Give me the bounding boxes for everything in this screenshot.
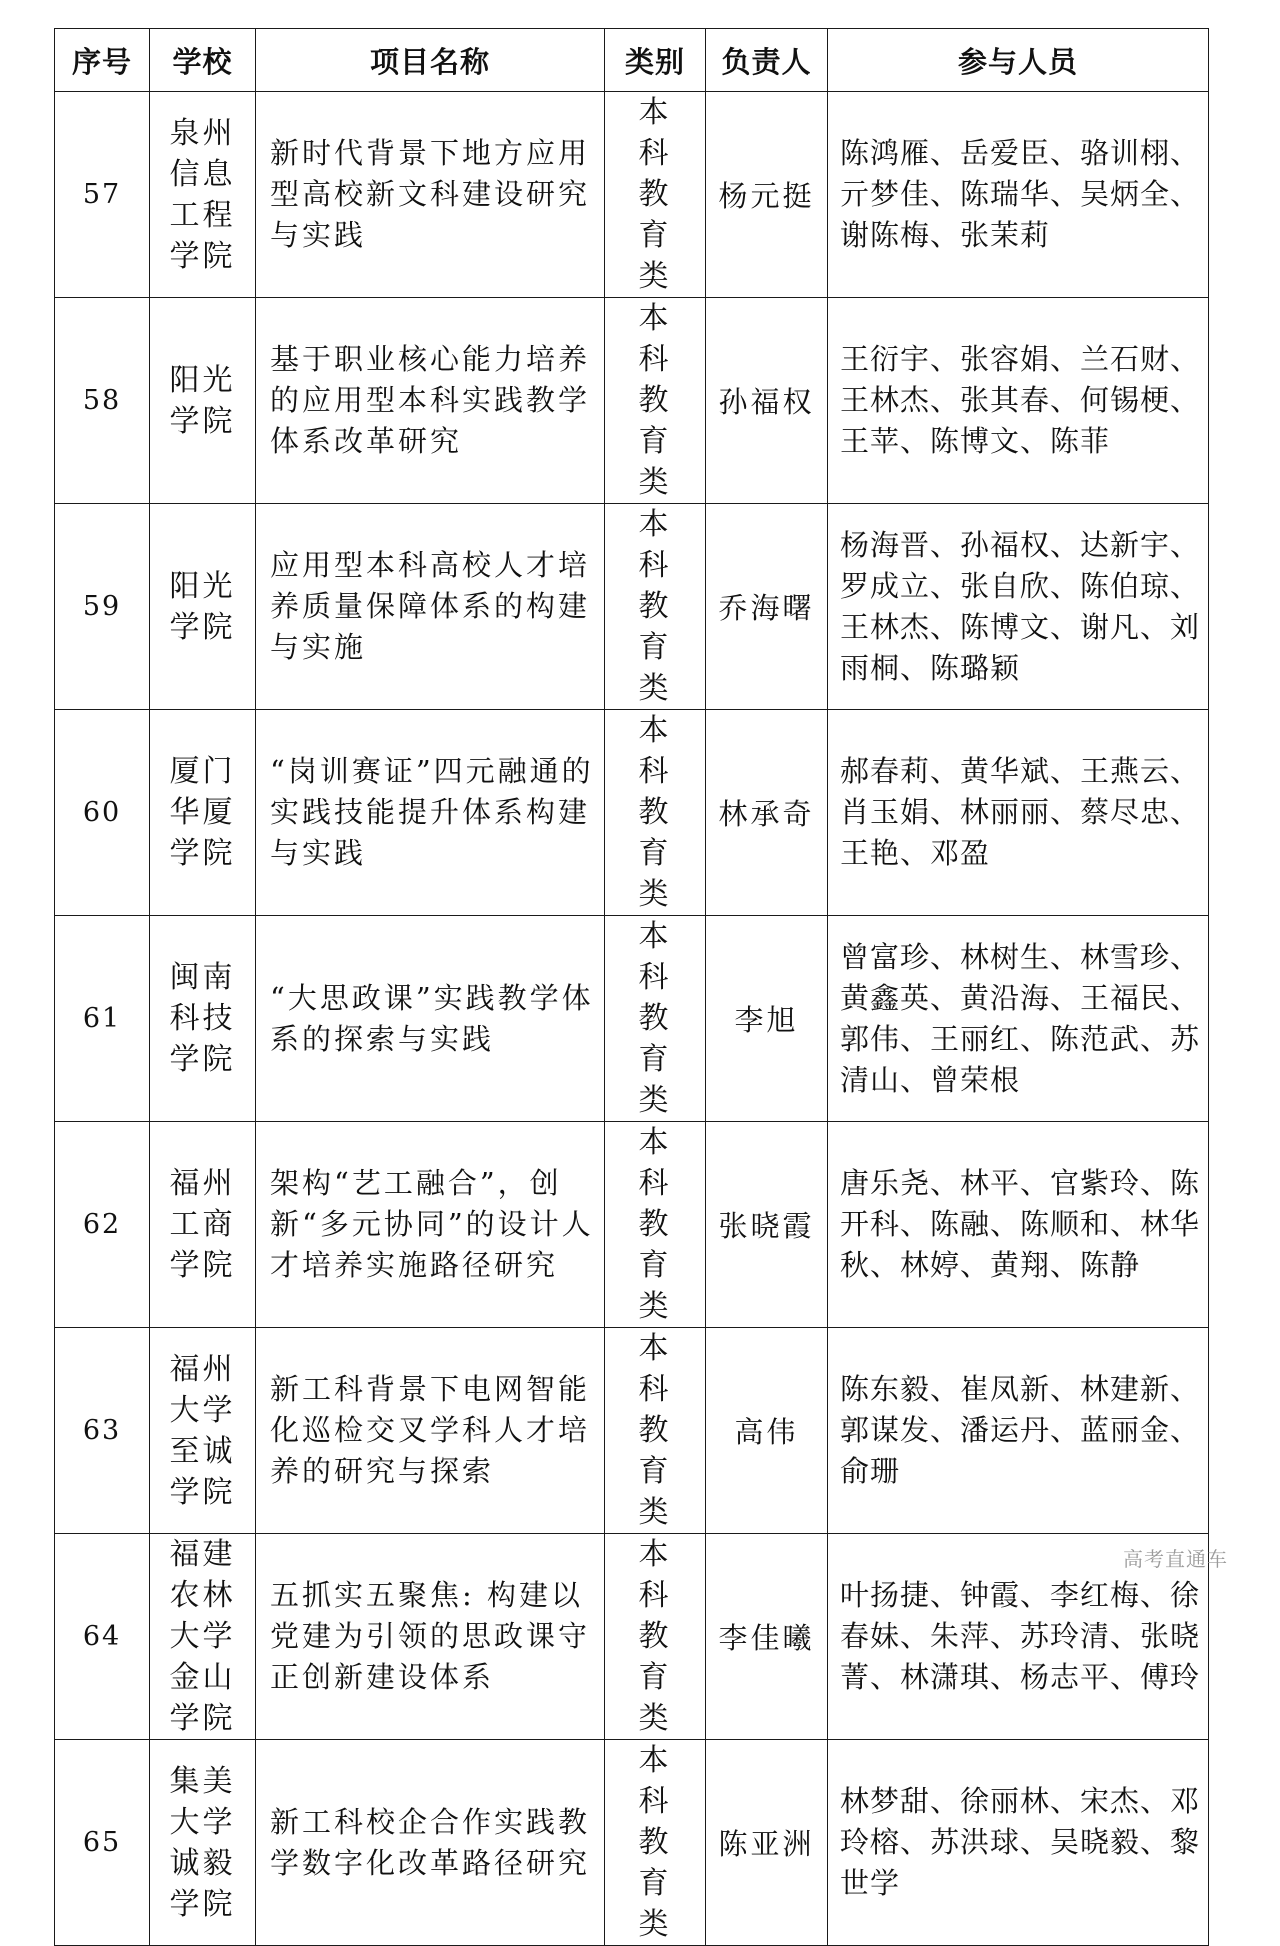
cell-school	[150, 1740, 256, 1946]
cell-leader: 乔海曙	[706, 504, 828, 710]
project-table	[54, 28, 1209, 1946]
cell-no: 62	[55, 1122, 150, 1328]
table-row	[55, 92, 1209, 298]
cell-category	[605, 1122, 706, 1328]
cell-school-text: 阳光学院	[169, 362, 236, 439]
cell-project: 新工科校企合作实践教学数字化改革路径研究	[256, 1740, 605, 1946]
cell-no: 59	[55, 504, 150, 710]
cell-school-text: 闽南科技学院	[169, 960, 236, 1077]
cell-no: 65	[55, 1740, 150, 1946]
cell-school	[150, 1328, 256, 1534]
cell-category	[605, 1328, 706, 1534]
cell-leader: 孙福权	[706, 298, 828, 504]
table-row	[55, 916, 1209, 1122]
cell-project: 基于职业核心能力培养的应用型本科实践教学体系改革研究	[256, 298, 605, 504]
cell-project: 应用型本科高校人才培养质量保障体系的构建与实施	[256, 504, 605, 710]
table-row	[55, 710, 1209, 916]
header-leader: 负责人	[706, 29, 828, 92]
cell-category-text: 本科教育类	[638, 1331, 672, 1530]
cell-no: 60	[55, 710, 150, 916]
cell-no: 57	[55, 92, 150, 298]
header-project: 项目名称	[256, 29, 605, 92]
cell-members: 林梦甜、徐丽林、宋杰、邓玲榕、苏洪球、吴晓毅、黎世学	[828, 1740, 1209, 1946]
cell-members: 郝春莉、黄华斌、王燕云、肖玉娟、林丽丽、蔡尽忠、王艳、邓盈	[828, 710, 1209, 916]
table-row	[55, 1328, 1209, 1534]
cell-project: “岗训赛证”四元融通的实践技能提升体系构建与实践	[256, 710, 605, 916]
cell-category-text: 本科教育类	[638, 1125, 672, 1324]
table-row	[55, 1740, 1209, 1946]
cell-project: 架构“艺工融合”，创新“多元协同”的设计人才培养实施路径研究	[256, 1122, 605, 1328]
cell-project: 新工科背景下电网智能化巡检交叉学科人才培养的研究与探索	[256, 1328, 605, 1534]
cell-school	[150, 92, 256, 298]
cell-category	[605, 92, 706, 298]
cell-members: 陈东毅、崔凤新、林建新、郭谋发、潘运丹、蓝丽金、俞珊	[828, 1328, 1209, 1534]
cell-school-text: 福建农林大学金山学院	[169, 1537, 236, 1736]
cell-school	[150, 1534, 256, 1740]
cell-school	[150, 298, 256, 504]
cell-no: 61	[55, 916, 150, 1122]
table-row	[55, 1534, 1209, 1740]
cell-no: 58	[55, 298, 150, 504]
header-category: 类别	[605, 29, 706, 92]
cell-category	[605, 298, 706, 504]
cell-category-text: 本科教育类	[638, 1743, 672, 1942]
cell-category-text: 本科教育类	[638, 507, 672, 706]
cell-category-text: 本科教育类	[638, 301, 672, 500]
cell-members: 叶扬捷、钟霞、李红梅、徐春妹、朱萍、苏玲清、张晓菁、林潇琪、杨志平、傅玲	[828, 1534, 1209, 1740]
cell-no: 64	[55, 1534, 150, 1740]
cell-leader: 李佳曦	[706, 1534, 828, 1740]
cell-school-text: 集美大学诚毅学院	[169, 1763, 236, 1922]
cell-school-text: 福州工商学院	[169, 1166, 236, 1283]
cell-category-text: 本科教育类	[638, 919, 672, 1118]
cell-school	[150, 1122, 256, 1328]
cell-school	[150, 710, 256, 916]
cell-leader: 高伟	[706, 1328, 828, 1534]
cell-school-text: 福州大学至诚学院	[169, 1351, 236, 1510]
cell-members: 曾富珍、林树生、林雪珍、黄鑫英、黄沿海、王福民、郭伟、王丽红、陈范武、苏清山、曾荣根	[828, 916, 1209, 1122]
header-members: 参与人员	[828, 29, 1209, 92]
cell-leader: 张晓霞	[706, 1122, 828, 1328]
cell-project: 五抓实五聚焦: 构建以党建为引领的思政课守正创新建设体系	[256, 1534, 605, 1740]
cell-leader: 李旭	[706, 916, 828, 1122]
watermark-text: 高考直通车	[1123, 1547, 1228, 1571]
table-row	[55, 298, 1209, 504]
cell-school-text: 厦门华厦学院	[169, 754, 236, 871]
cell-category	[605, 1740, 706, 1946]
cell-leader: 陈亚洲	[706, 1740, 828, 1946]
cell-school-text: 阳光学院	[169, 568, 236, 645]
cell-leader: 杨元挺	[706, 92, 828, 298]
cell-category-text: 本科教育类	[638, 1537, 672, 1736]
cell-category	[605, 504, 706, 710]
header-school: 学校	[150, 29, 256, 92]
cell-members: 王衍宇、张容娟、兰石财、王林杰、张其春、何锡梗、王苹、陈博文、陈菲	[828, 298, 1209, 504]
cell-category-text: 本科教育类	[638, 713, 672, 912]
cell-leader: 林承奇	[706, 710, 828, 916]
cell-members: 唐乐尧、林平、官紫玲、陈开科、陈融、陈顺和、林华秋、林婷、黄翔、陈静	[828, 1122, 1209, 1328]
cell-members: 杨海晋、孙福权、达新宇、罗成立、张自欣、陈伯琼、王林杰、陈博文、谢凡、刘雨桐、陈璐颖	[828, 504, 1209, 710]
header-no: 序号	[55, 29, 150, 92]
cell-no: 63	[55, 1328, 150, 1534]
table-row	[55, 1122, 1209, 1328]
cell-category-text: 本科教育类	[638, 95, 672, 294]
cell-project: “大思政课”实践教学体系的探索与实践	[256, 916, 605, 1122]
cell-category	[605, 1534, 706, 1740]
table-row	[55, 504, 1209, 710]
cell-school	[150, 504, 256, 710]
cell-project: 新时代背景下地方应用型高校新文科建设研究与实践	[256, 92, 605, 298]
cell-category	[605, 710, 706, 916]
cell-school-text: 泉州信息工程学院	[169, 115, 236, 274]
cell-category	[605, 916, 706, 1122]
cell-members: 陈鸿雁、岳爱臣、骆训栩、亓梦佳、陈瑞华、吴炳全、谢陈梅、张茉莉	[828, 92, 1209, 298]
cell-school	[150, 916, 256, 1122]
header-row	[55, 29, 1209, 92]
